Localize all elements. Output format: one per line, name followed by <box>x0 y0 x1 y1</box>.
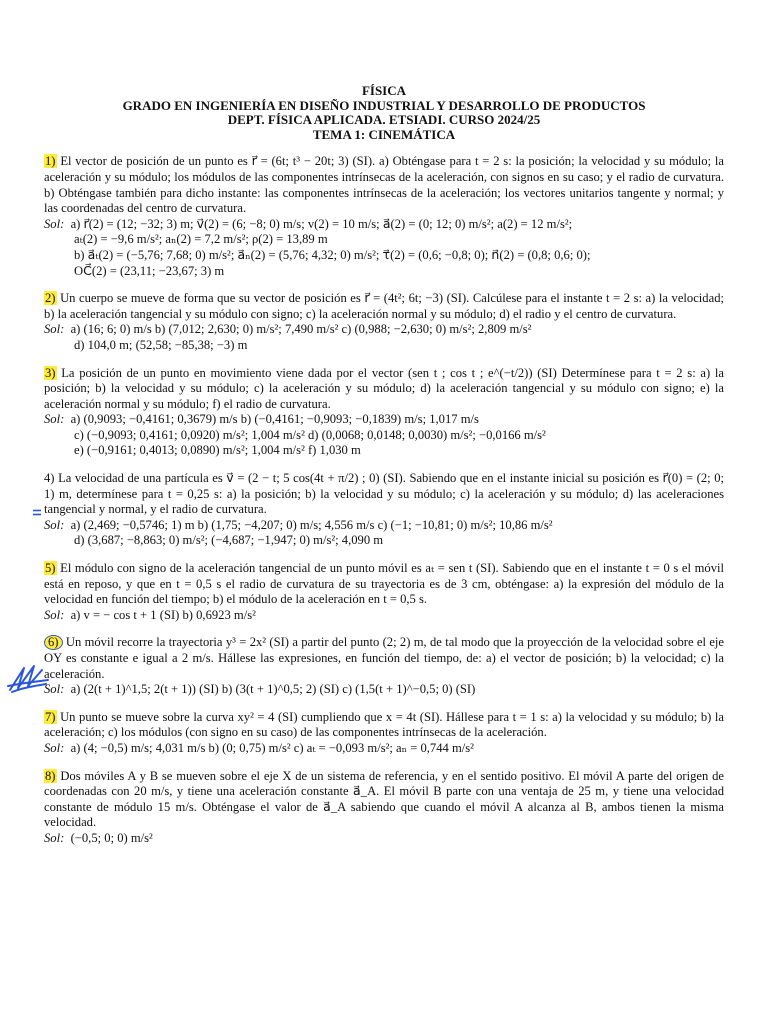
problem-statement <box>44 291 724 322</box>
problem-solution <box>44 831 724 847</box>
problem-statement <box>44 635 724 682</box>
problem-solution <box>44 412 724 459</box>
problem-solution <box>44 682 724 698</box>
problem-text: El módulo con signo de la aceleración tangencial de un punto móvil es aₜ = sen t (SI). Sabiendo que en el instante t = 0 s el móvil está en reposo, y que en t = 0,5 s el radio de curvatura de su trayectoria es de 3 cm, obténgase: a) la expresión del módulo de la velocidad en función del tiempo; b) el módulo de la aceleración en t = 0,5 s. <box>44 561 724 607</box>
solution-line: a) v = − cos t + 1 (SI) b) 0,6923 m/s² <box>70 607 256 622</box>
pen-dash-mark-icon <box>33 509 41 516</box>
problem-number: 4) <box>44 471 55 486</box>
problem-number: 5) <box>45 561 56 576</box>
problem-2 <box>44 291 724 353</box>
problem-number: 8) <box>45 768 56 783</box>
solution-line: a) (2,469; −0,5746; 1) m b) (1,75; −4,207; 0) m/s; 4,556 m/s c) (−1; −10,81; 0) m/s²; 10,86 m/s² <box>70 517 553 532</box>
problem-solution <box>44 518 724 549</box>
document-page <box>44 84 724 847</box>
problem-text: La posición de un punto en movimiento viene dada por el vector (sen t ; cos t ; e^(−t/2)) (SI) Determínese para t = 2 s: a) la posición; b) la velocidad y su módulo; c) la aceleración y su módulo; d) la aceleración tangencial y su módulo con signo; e) la aceleración normal y su módulo; f) el radio de curvatura. <box>44 365 724 411</box>
problem-text: Un cuerpo se mueve de forma que su vector de posición es r⃗ = (4t²; 6t; −3) (SI). Calcúlese para el instante t = 2 s: a) la velocidad; b) la aceleración tangencial y su módulo con signo; c) la aceleración normal y su módulo; d) el radio y el centro de curvatura. <box>44 291 724 321</box>
solution-line: (−0,5; 0; 0) m/s² <box>70 830 153 845</box>
document-header <box>44 84 724 142</box>
header-subject: FÍSICA <box>361 83 407 98</box>
problem-text: Un punto se mueve sobre la curva xy² = 4 (SI) cumpliendo que x = 4t (SI). Hállese para t = 1 s: a) la velocidad y su módulo; b) la aceleración; c) los módulos (con signo en su caso) de las componentes intrínsecas de la aceleración. <box>44 709 724 740</box>
problem-1 <box>44 154 724 279</box>
problem-number: 7) <box>45 709 56 724</box>
problem-5 <box>44 561 724 623</box>
solution-line: e) (−0,9161; 0,4013; 0,0890) m/s²; 1,004 m/s² f) 1,030 m <box>74 443 361 458</box>
problem-statement <box>44 366 724 413</box>
solution-line: a) (0,9093; −0,4161; 0,3679) m/s b) (−0,4161; −0,9093; −0,1839) m/s; 1,017 m/s <box>70 412 479 427</box>
problem-6 <box>44 635 724 697</box>
solution-line: d) 104,0 m; (52,58; −85,38; −3) m <box>74 337 248 352</box>
problem-number: 6) <box>44 635 63 650</box>
header-degree: GRADO EN INGENIERÍA EN DISEÑO INDUSTRIAL Y DESARROLLO DE PRODUCTOS <box>122 97 646 113</box>
problem-statement <box>44 710 724 741</box>
solution-label: Sol: <box>44 216 65 231</box>
solution-line: OC⃗(2) = (23,11; −23,67; 3) m <box>74 263 225 278</box>
solution-line: aₜ(2) = −9,6 m/s²; aₙ(2) = 7,2 m/s²; ρ(2) = 13,89 m <box>74 232 328 247</box>
problem-number: 2) <box>45 291 56 306</box>
header-department: DEPT. FÍSICA APLICADA. ETSIADI. CURSO 2024/25 <box>227 112 541 128</box>
solution-label: Sol: <box>44 412 65 427</box>
header-topic: TEMA 1: CINEMÁTICA <box>312 126 456 142</box>
solution-label: Sol: <box>44 517 65 532</box>
problem-solution <box>44 322 724 353</box>
solution-label: Sol: <box>44 322 65 337</box>
solution-label: Sol: <box>44 682 65 697</box>
solution-line: a) (2(t + 1)^1,5; 2(t + 1)) (SI) b) (3(t + 1)^0,5; 2) (SI) c) (1,5(t + 1)^−0,5; 0) (SI) <box>70 682 476 697</box>
solution-line: b) a⃗ₜ(2) = (−5,76; 7,68; 0) m/s²; a⃗ₙ(2) = (5,76; 4,32; 0) m/s²; τ⃗(2) = (0,6; −0,8; 0); n⃗(2) = (0,8; 0,6; 0); <box>74 247 591 262</box>
problem-solution <box>44 741 724 757</box>
problem-number: 3) <box>45 365 56 380</box>
problem-text: La velocidad de una partícula es v⃗ = (2 − t; 5 cos(4t + π/2) ; 0) (SI). Sabiendo que en el instante inicial su posición es r⃗(0) = (2; 0; 1) m, determínese para t = 0,25 s: a) la posición; b) la velocidad y su módulo; c) la aceleración y su módulo; d) las aceleraciones tangencial y normal, y el radio de curvatura. <box>44 471 724 517</box>
problem-text: El vector de posición de un punto es r⃗ = (6t; t³ − 20t; 3) (SI). a) Obténgase para t = 2 s: la posición; la velocidad y su módulo; la aceleración y su módulo; los módulos de las componentes intrínsecas de la aceleración, con signos en su caso; y el radio de curvatura. b) Obténgase también para dicho instante: las componentes intrínsecas de la aceleración; los vectores unitarios tangente y normal; y las coordenadas del centro de curvatura. <box>44 154 724 216</box>
problem-number: 1) <box>45 154 56 169</box>
problem-solution <box>44 608 724 624</box>
solution-label: Sol: <box>44 607 65 622</box>
solution-line: a) r⃗(2) = (12; −32; 3) m; v⃗(2) = (6; −8; 0) m/s; v(2) = 10 m/s; a⃗(2) = (0; 12; 0) m/s²; a(2) = 12 m/s²; <box>70 216 573 231</box>
solution-line: d) (3,687; −8,863; 0) m/s²; (−4,687; −1,947; 0) m/s²; 4,090 m <box>74 533 384 548</box>
problem-solution <box>44 217 724 279</box>
problem-statement <box>44 769 724 831</box>
solution-line: a) (16; 6; 0) m/s b) (7,012; 2,630; 0) m/s²; 7,490 m/s² c) (0,988; −2,630; 0) m/s²; 2,809 m/s² <box>70 322 532 337</box>
problem-7 <box>44 710 724 757</box>
problem-4 <box>44 471 724 549</box>
problem-text: Un móvil recorre la trayectoria y³ = 2x² (SI) a partir del punto (2; 2) m, de tal modo que la proyección de la velocidad sobre el eje OY es constante e igual a 2 m/s. Hállese las expresiones, en función del tiempo, de: a) el vector de posición; b) la velocidad; c) la aceleración. <box>44 635 725 681</box>
problem-statement <box>44 154 724 216</box>
problem-statement <box>44 561 724 608</box>
solution-label: Sol: <box>44 830 65 845</box>
problem-text: Dos móviles A y B se mueven sobre el eje X de un sistema de referencia, y en el sentido positivo. El móvil A parte del origen de coordenadas con 20 m/s, y tiene una aceleración constante a⃗_A. El móvil B parte con una ventaja de 25 m, y tiene una velocidad constante de módulo 15 m/s. Obténgase el valor de a⃗_A sabiendo que cuando el móvil A alcanza al B, ambos tienen la misma velocidad. <box>44 768 724 830</box>
solution-line: c) (−0,9093; 0,4161; 0,0920) m/s²; 1,004 m/s² d) (0,0068; 0,0148; 0,0030) m/s²; −0,0166 m/s² <box>74 427 546 442</box>
problem-statement <box>44 471 724 518</box>
problem-3 <box>44 366 724 460</box>
problem-8 <box>44 769 724 847</box>
solution-label: Sol: <box>44 740 65 755</box>
solution-line: a) (4; −0,5) m/s; 4,031 m/s b) (0; 0,75) m/s² c) aₜ = −0,093 m/s²; aₙ = 0,744 m/s² <box>70 740 474 755</box>
